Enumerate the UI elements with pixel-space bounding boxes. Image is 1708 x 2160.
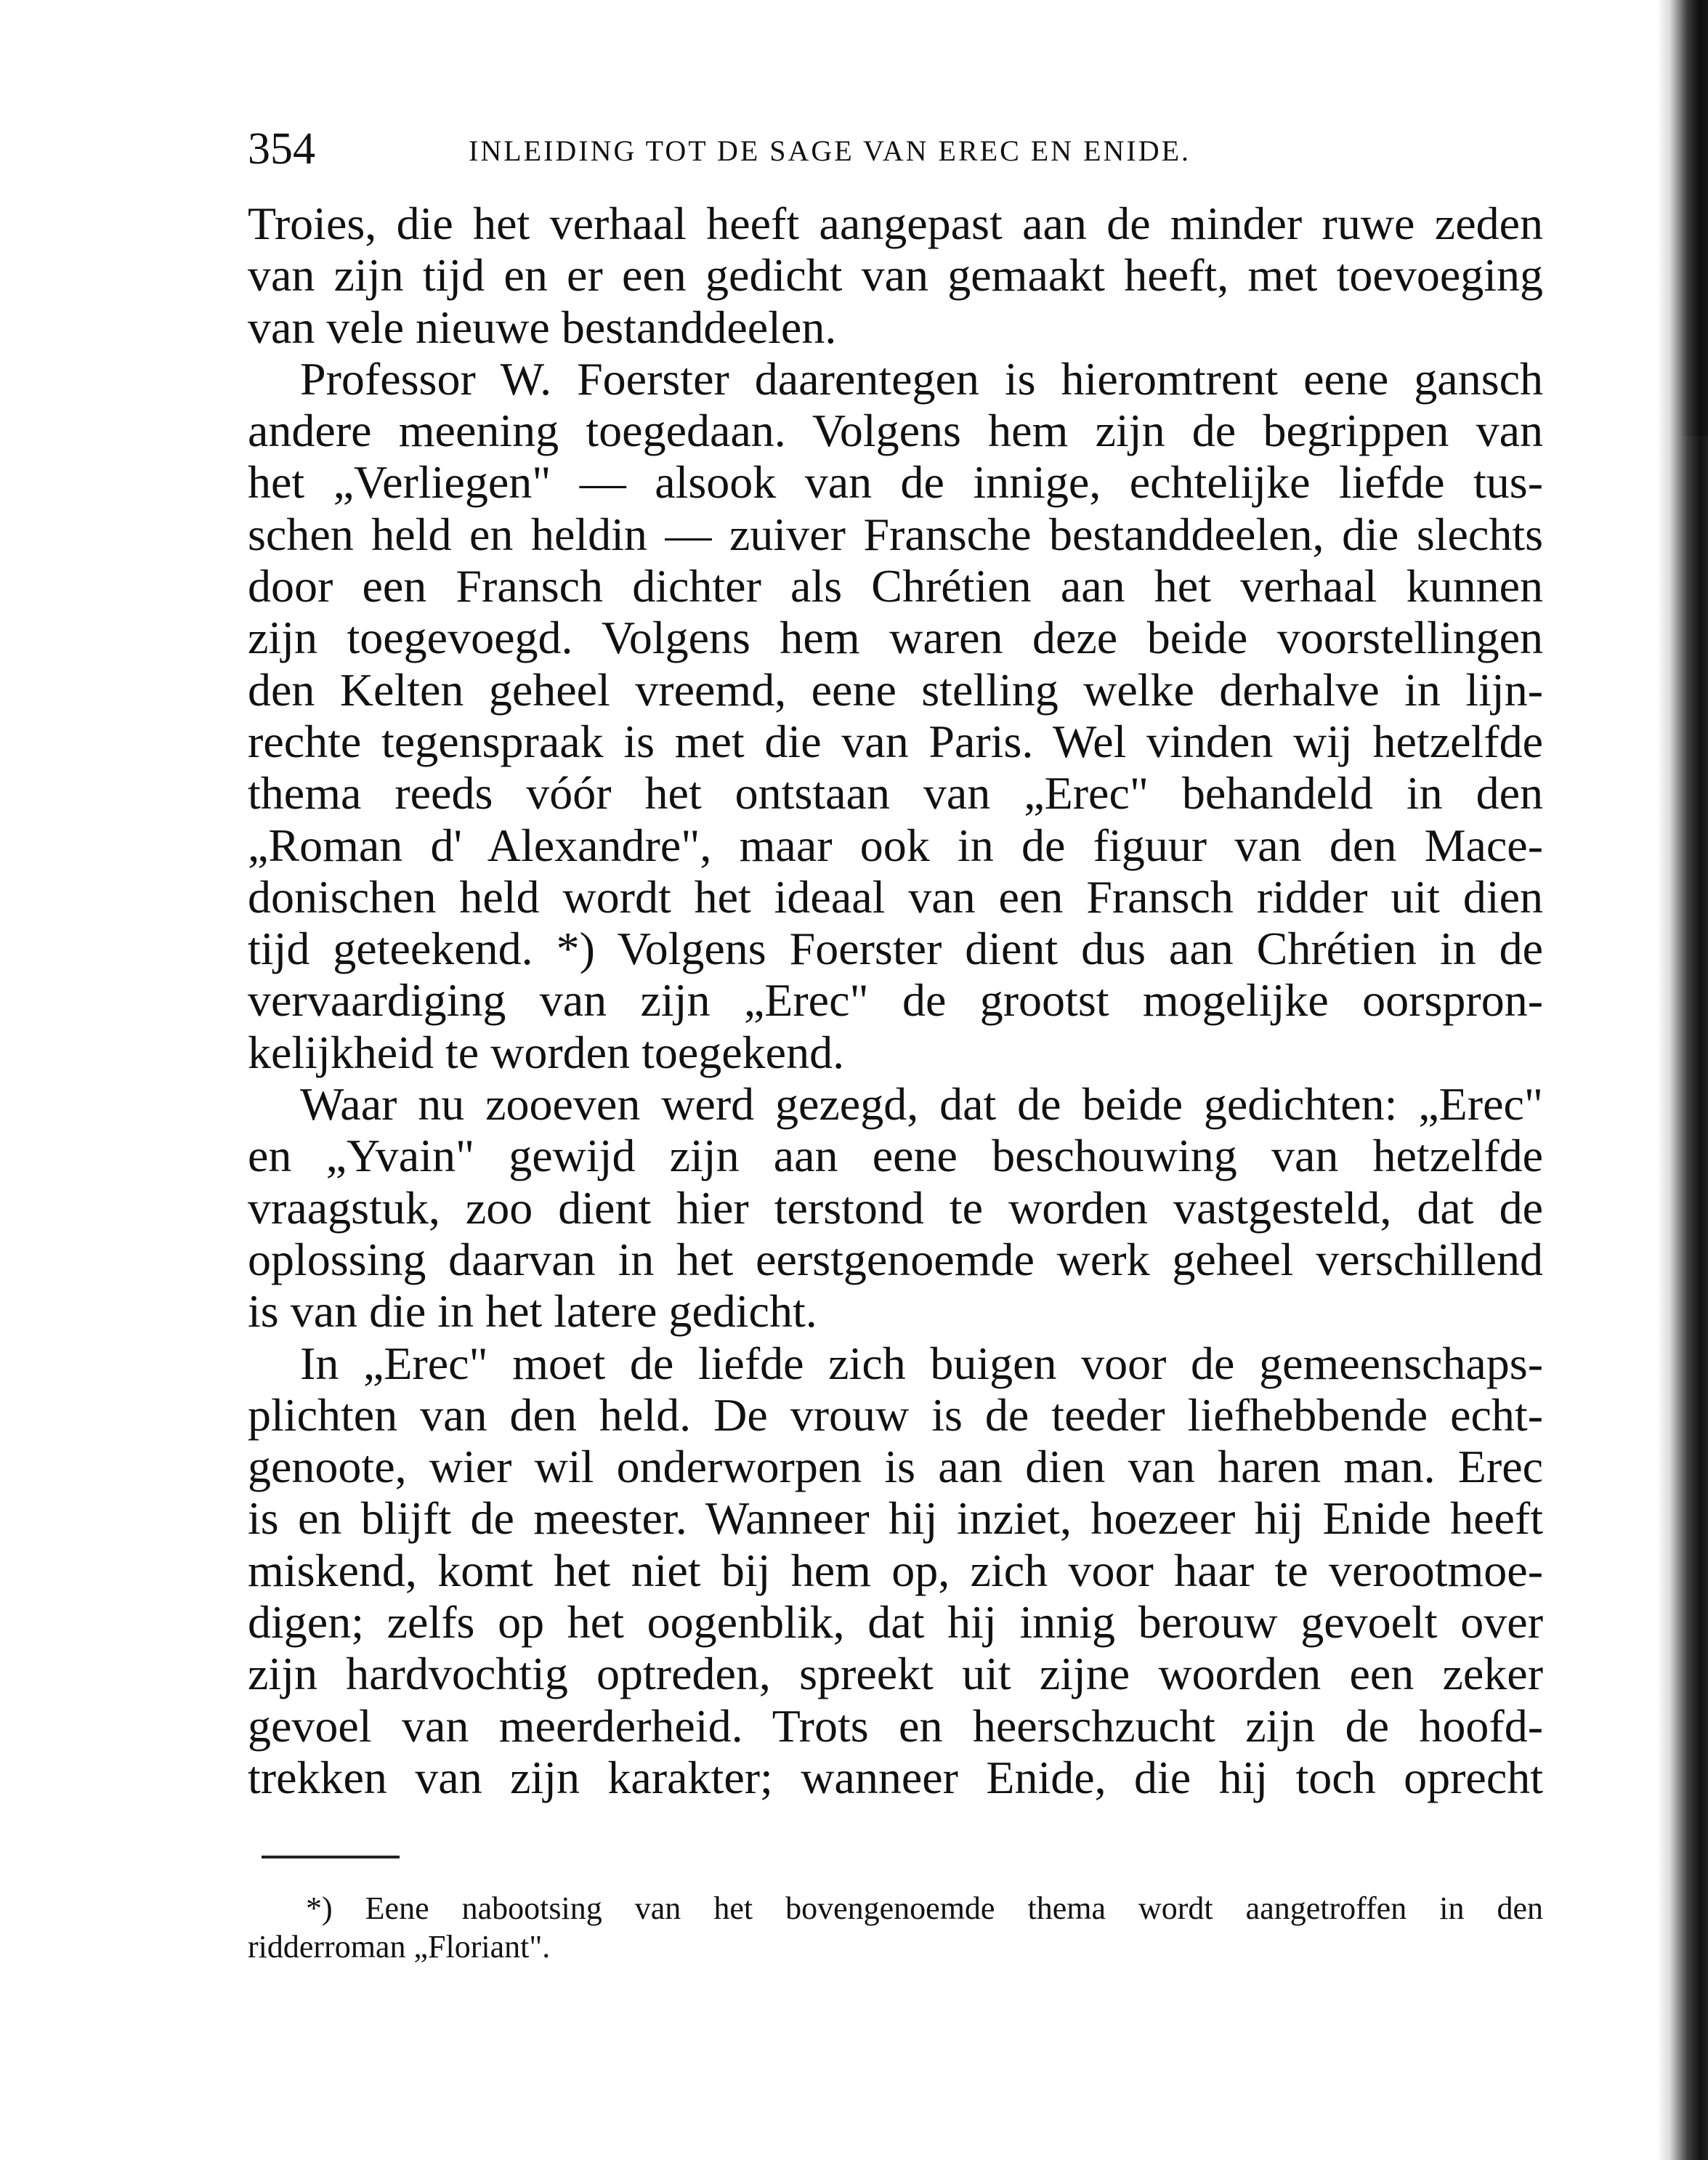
text-line: en „Yvain" gewijd zijn aan eene beschouwing van hetzelfde: [248, 1130, 1543, 1182]
paragraph: [248, 198, 1543, 353]
footnote: [248, 1889, 1543, 1966]
text-line: Troies, die het verhaal heeft aangepast aan de minder ruwe zeden: [248, 198, 1543, 249]
footnote-line: *) Eene nabootsing van het bovengenoemde thema wordt aangetroffen in den: [306, 1890, 1543, 1926]
text-line: zijn toegevoegd. Volgens hem waren deze beide voorstellingen: [248, 612, 1543, 664]
paragraph: [248, 1078, 1543, 1337]
text-line: van vele nieuwe bestanddeelen.: [248, 301, 837, 353]
text-line: In „Erec" moet de liefde zich buigen voor de gemeenschaps-: [300, 1337, 1543, 1389]
running-head: INLEIDING TOT DE SAGE VAN EREC EN ENIDE.: [469, 134, 1191, 167]
text-line: vraagstuk, zoo dient hier terstond te worden vastgesteld, dat de: [248, 1181, 1543, 1234]
text-line: is en blijft de meester. Wanneer hij inziet, hoezeer hij Enide heeft: [248, 1492, 1543, 1545]
text-line: Waar nu zooeven werd gezegd, dat de beide gedichten: „Erec": [300, 1078, 1543, 1130]
text-line: donischen held wordt het ideaal van een Fransch ridder uit dien: [248, 870, 1543, 923]
text-line: „Roman d' Alexandre", maar ook in de figuur van den Mace-: [248, 819, 1543, 871]
text-line: miskend, komt het niet bij hem op, zich voor haar te verootmoe-: [248, 1544, 1543, 1596]
text-line: zijn hardvochtig optreden, spreekt uit zijne woorden een zeker: [248, 1648, 1543, 1700]
text-line: trekken van zijn karakter; wanneer Enide, die hij toch oprecht: [248, 1751, 1543, 1803]
footnote-line: ridderroman „Floriant".: [248, 1929, 551, 1965]
page-number: 354: [248, 124, 315, 174]
text-line: het „Verliegen" — alsook van de innige, echtelijke liefde tus-: [248, 456, 1543, 509]
text-line: schen held en heldin — zuiver Fransche bestanddeelen, die slechts: [248, 508, 1543, 560]
text-line: andere meening toegedaan. Volgens hem zijn de begrippen van: [248, 405, 1543, 457]
text-line: thema reeds vóór het ontstaan van „Erec" behandeld in den: [248, 767, 1543, 820]
text-line: is van die in het latere gedicht.: [248, 1285, 817, 1338]
footnote-divider: [262, 1856, 400, 1858]
text-line: tijd geteekend. *) Volgens Foerster dient dus aan Chrétien in de: [248, 923, 1543, 975]
text-line: oplossing daarvan in het eerstgenoemde werk geheel verschillend: [248, 1233, 1543, 1285]
paragraph: [248, 353, 1543, 1078]
paragraph: [248, 1338, 1543, 1804]
text-line: rechte tegenspraak is met die van Paris. Wel vinden wij hetzelfde: [248, 715, 1543, 767]
body-text: [248, 198, 1543, 1803]
text-line: gevoel van meerderheid. Trots en heerschzucht zijn de hoofd-: [248, 1699, 1543, 1752]
text-line: den Kelten geheel vreemd, eene stelling welke derhalve in lijn-: [248, 663, 1543, 716]
text-line: genoote, wier wil onderworpen is aan dien van haren man. Erec: [248, 1441, 1543, 1493]
scan-shadow-edge-top: [1679, 0, 1708, 436]
text-line: digen; zelfs op het oogenblik, dat hij innig berouw gevoelt over: [248, 1596, 1543, 1649]
text-line: Professor W. Foerster daarentegen is hieromtrent eene gansch: [300, 352, 1543, 405]
text-line: plichten van den held. De vrouw is de teeder liefhebbende echt-: [248, 1388, 1543, 1441]
text-line: van zijn tijd en er een gedicht van gemaakt heeft, met toevoeging: [248, 249, 1543, 302]
text-line: vervaardiging van zijn „Erec" de grootst mogelijke oorspron-: [248, 974, 1543, 1027]
text-line: kelijkheid te worden toegekend.: [248, 1026, 845, 1078]
text-line: door een Fransch dichter als Chrétien aan het verhaal kunnen: [248, 560, 1543, 612]
